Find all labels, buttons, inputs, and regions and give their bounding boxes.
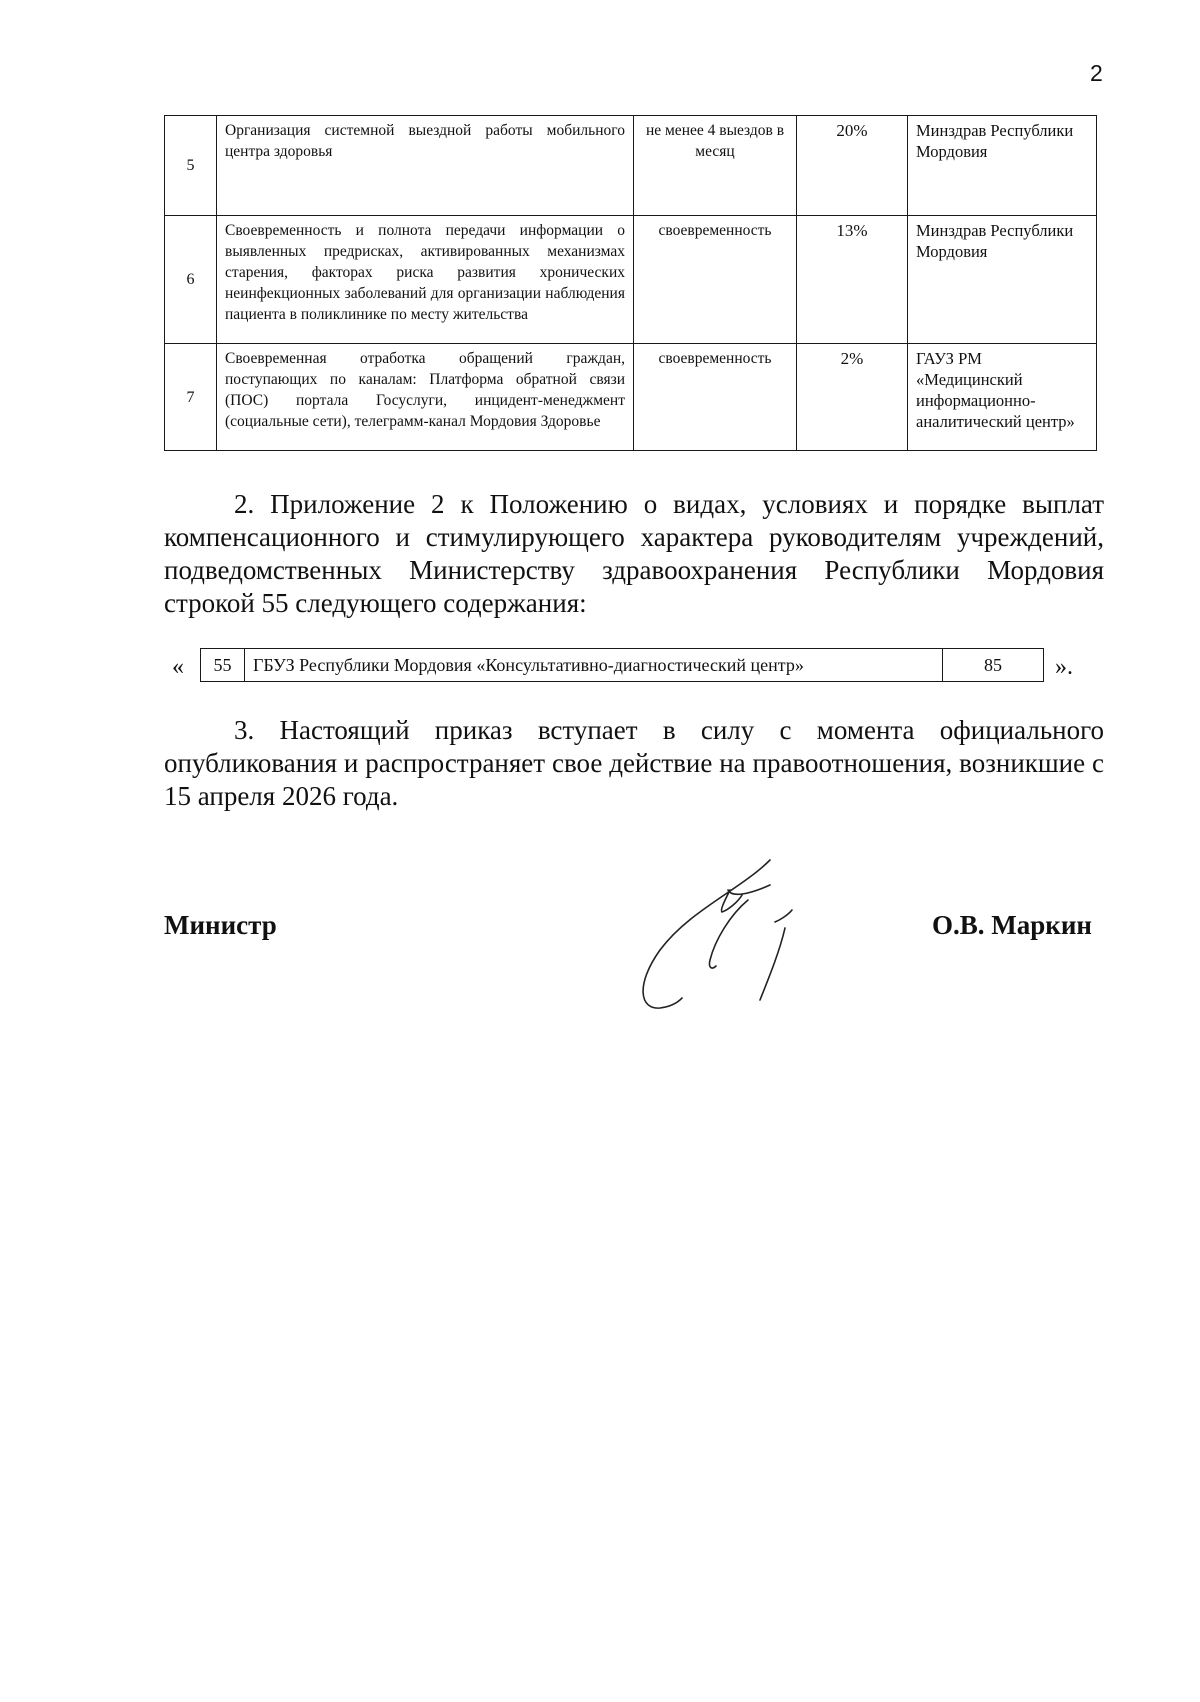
paragraph-3	[164, 714, 1104, 813]
criteria-table	[164, 115, 1097, 451]
signatory-position: Министр	[164, 910, 277, 940]
row-responsible: ГАУЗ РМ «Медицинский информационно-аналитический центр»	[908, 344, 1097, 451]
row-number: 6	[165, 216, 217, 344]
row-percent: 20%	[797, 116, 908, 216]
row-description: Своевременность и полнота передачи информации о выявленных предрисках, активированных механизмах старения, факторах риска развития хронических неинфекционных заболеваний для организации наблюдения пациента в поликлинике по месту жительства	[217, 216, 634, 344]
paragraph-2-text: 2. Приложение 2 к Положению о видах, условиях и порядке выплат компенсационного и стимулирующего характера руководителям учреждений, подведомственных Министерству здравоохранения Республики Мордовия строкой 55 следующего содержания:	[164, 489, 1104, 618]
inserted-row-table	[200, 648, 1044, 682]
inserted-row-value: 85	[943, 649, 1044, 682]
row-description: Своевременная отработка обращений граждан, поступающих по каналам: Платформа обратной связи (ПОС) портала Госуслуги, инцидент-менеджмент (социальные сети), телеграмм-канал Мордовия Здоровье	[217, 344, 634, 451]
inserted-row-name: ГБУЗ Республики Мордовия «Консультативно-диагностический центр»	[245, 649, 943, 682]
handwritten-signature	[620, 850, 820, 1010]
page-number: 2	[1090, 60, 1103, 86]
row-description: Организация системной выездной работы мобильного центра здоровья	[217, 116, 634, 216]
row-number: 7	[165, 344, 217, 451]
row-percent: 2%	[797, 344, 908, 451]
paragraph-3-text: 3. Настоящий приказ вступает в силу с момента официального опубликования и распространяет свое действие на правоотношения, возникшие с 15 апреля 2026 года.	[164, 715, 1104, 811]
table-row	[201, 649, 1044, 682]
paragraph-2	[164, 488, 1104, 620]
row-number: 5	[165, 116, 217, 216]
inserted-row-block	[172, 648, 1092, 684]
quote-close: ».	[1055, 654, 1073, 680]
table-row	[165, 344, 1097, 451]
row-responsible: Минздрав Республики Мордовия	[908, 116, 1097, 216]
row-criterion: не менее 4 выездов в месяц	[634, 116, 797, 216]
row-criterion: своевременность	[634, 216, 797, 344]
signatory-name: О.В. Маркин	[932, 910, 1092, 940]
row-criterion: своевременность	[634, 344, 797, 451]
table-row	[165, 216, 1097, 344]
row-responsible: Минздрав Республики Мордовия	[908, 216, 1097, 344]
inserted-row-number: 55	[201, 649, 245, 682]
table-row	[165, 116, 1097, 216]
row-percent: 13%	[797, 216, 908, 344]
quote-open: «	[172, 654, 184, 680]
